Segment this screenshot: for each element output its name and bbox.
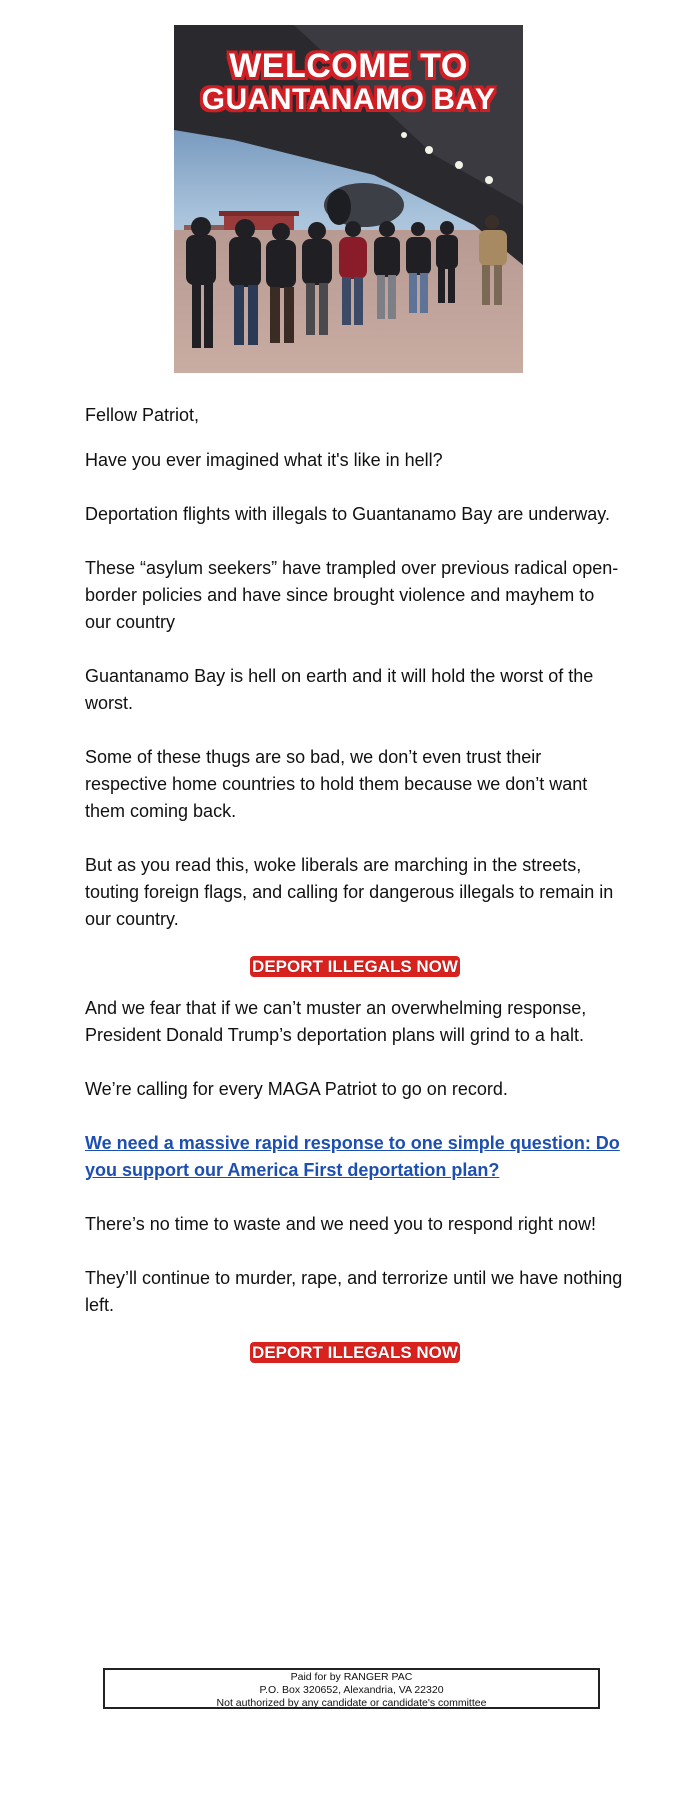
authorization-line: Not authorized by any candidate or candidate's committee xyxy=(216,1697,487,1709)
paragraph: And we fear that if we can’t muster an overwhelming response, President Donald Trump’s deportation plans will grind to a halt. xyxy=(85,998,587,1045)
hero-headline-line2: GUANTANAMO BAY xyxy=(201,83,496,116)
paragraph: We’re calling for every MAGA Patriot to go on record. xyxy=(85,1079,508,1099)
deport-illegals-button-1[interactable]: DEPORT ILLEGALS NOW xyxy=(252,957,458,976)
cta-button-wrap xyxy=(85,1339,625,1361)
paragraph: Deportation flights with illegals to Guantanamo Bay are underway. xyxy=(85,504,610,524)
survey-link[interactable]: We need a massive rapid response to one simple question: Do you support our America First deportation plan? xyxy=(85,1133,620,1180)
paragraph: They’ll continue to murder, rape, and terrorize until we have nothing left. xyxy=(85,1268,623,1315)
paragraph: Have you ever imagined what it's like in hell? xyxy=(85,450,443,470)
email-body xyxy=(85,402,625,1381)
hero-headline-line1: WELCOME TO xyxy=(229,47,468,85)
survey-link-paragraph xyxy=(85,1130,625,1184)
paragraph: But as you read this, woke liberals are marching in the streets, touting foreign flags, and calling for dangerous illegals to remain in our country. xyxy=(85,855,614,929)
paragraph: These “asylum seekers” have trampled over previous radical open-border policies and have since brought violence and mayhem to our country xyxy=(85,558,619,632)
salutation: Fellow Patriot, xyxy=(85,405,200,425)
paragraph: There’s no time to waste and we need you to respond right now! xyxy=(85,1214,596,1234)
deport-illegals-button-2[interactable]: DEPORT ILLEGALS NOW xyxy=(252,1343,458,1362)
cta-button-wrap xyxy=(85,953,625,975)
paid-for-disclaimer xyxy=(103,1668,600,1709)
paid-for-line: Paid for by RANGER PAC xyxy=(290,1671,413,1683)
address-line: P.O. Box 320652, Alexandria, VA 22320 xyxy=(259,1684,444,1696)
hero-image xyxy=(174,25,523,373)
paragraph: Some of these thugs are so bad, we don’t even trust their respective home countries to hold them because we don’t want them coming back. xyxy=(85,747,588,821)
paragraph: Guantanamo Bay is hell on earth and it will hold the worst of the worst. xyxy=(85,666,594,713)
